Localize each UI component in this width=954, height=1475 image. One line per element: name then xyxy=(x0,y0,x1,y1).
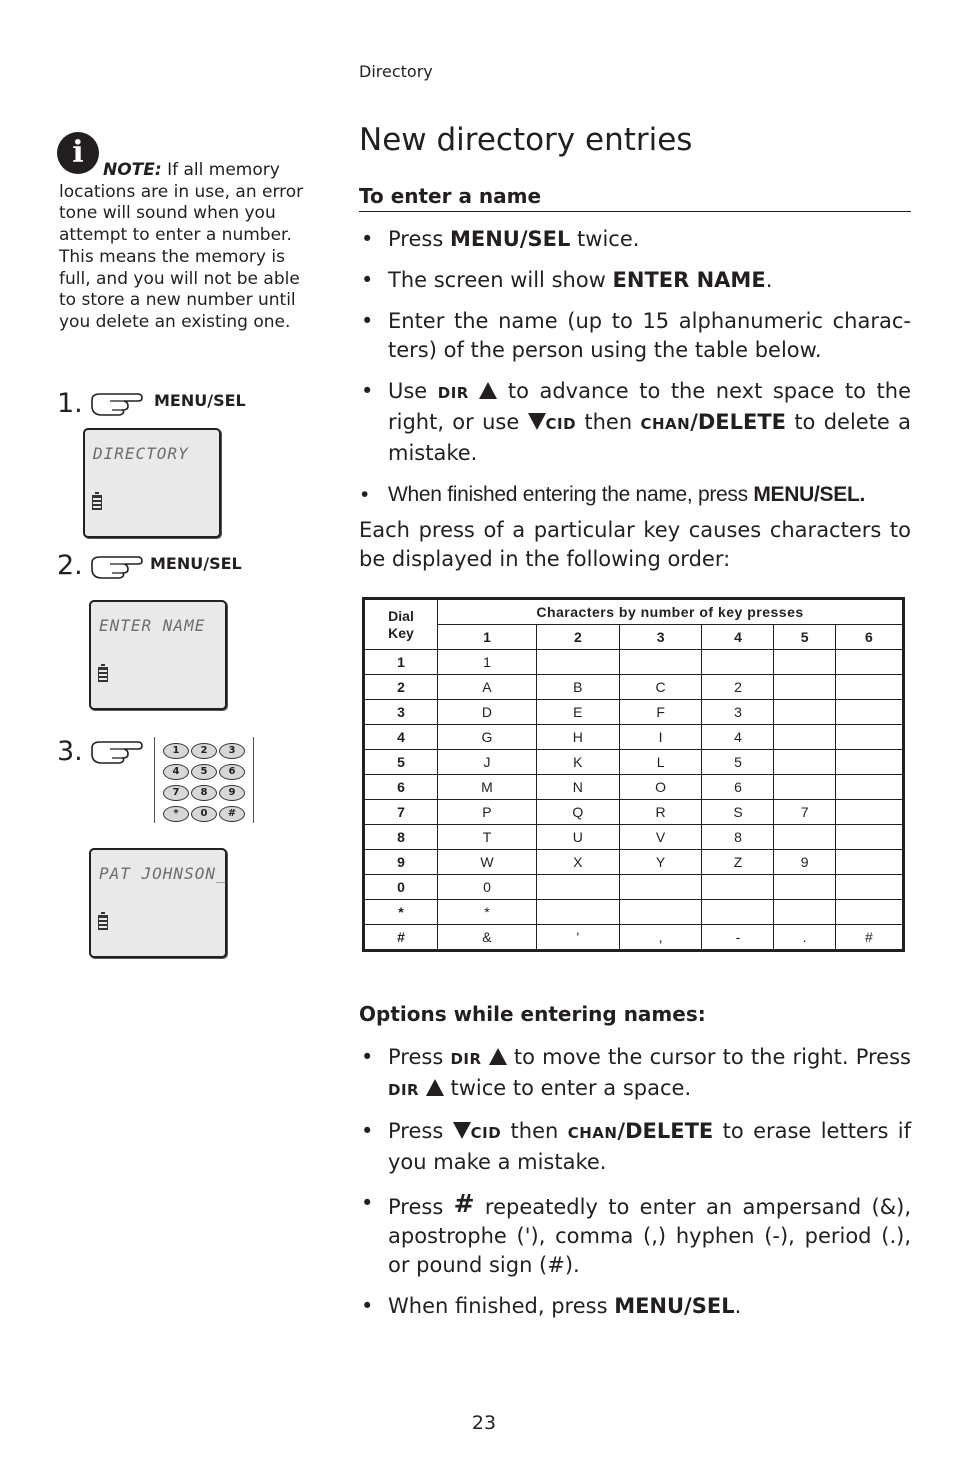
page-number: 23 xyxy=(471,1412,497,1434)
up-arrow-icon xyxy=(479,382,497,399)
keypad-key: 5 xyxy=(191,764,217,780)
character-cell xyxy=(774,825,835,850)
page-title: New directory entries xyxy=(359,122,693,158)
handset-screen xyxy=(89,600,227,710)
list-item: • Press CID then CHAN/DELETE to erase letters if you make a mistake. xyxy=(361,1119,912,1174)
character-cell: W xyxy=(438,850,537,875)
menu-sel-key-label: MENU/SEL xyxy=(150,554,242,573)
character-cell: F xyxy=(619,700,702,725)
down-arrow-icon xyxy=(453,1122,471,1139)
dial-key-cell: 3 xyxy=(364,700,438,725)
pointing-hand-icon xyxy=(90,553,146,581)
character-cell xyxy=(702,875,774,900)
character-cell xyxy=(536,650,619,675)
character-cell xyxy=(702,650,774,675)
running-header: Directory xyxy=(359,62,433,81)
character-cell xyxy=(835,850,903,875)
enter-name-steps xyxy=(359,225,911,521)
keypad-key: 8 xyxy=(191,785,217,801)
dial-key-cell: # xyxy=(364,925,438,951)
column-header: 2 xyxy=(536,625,619,650)
character-cell xyxy=(835,875,903,900)
character-cell xyxy=(619,650,702,675)
keypad-key: 9 xyxy=(219,785,245,801)
up-arrow-icon xyxy=(489,1048,507,1065)
character-cell: L xyxy=(619,750,702,775)
character-cell xyxy=(702,900,774,925)
character-cell: 3 xyxy=(702,700,774,725)
list-item: • The screen will show ENTER NAME. xyxy=(361,268,773,292)
list-item: • When finished entering the name, press MENU/SEL. xyxy=(361,483,866,506)
table-row xyxy=(364,675,904,700)
character-cell xyxy=(774,725,835,750)
step-number: 2. xyxy=(57,550,83,581)
column-header: 1 xyxy=(438,625,537,650)
character-cell: , xyxy=(619,925,702,951)
table-row xyxy=(364,825,904,850)
list-item: • Enter the name (up to 15 alphanumeric charac-ters) of the person using the table below. xyxy=(361,309,911,362)
screen-text: DIRECTORY xyxy=(93,444,189,463)
table-row xyxy=(364,900,904,925)
keypad-key: 6 xyxy=(219,764,245,780)
options-list xyxy=(359,1043,911,1333)
character-cell: . xyxy=(774,925,835,951)
dial-key-cell: 0 xyxy=(364,875,438,900)
handset-keypad xyxy=(154,737,254,823)
character-cell: X xyxy=(536,850,619,875)
keypad-key: * xyxy=(163,806,189,822)
table-group-header: Characters by number of key presses xyxy=(438,599,904,625)
character-cell: Z xyxy=(702,850,774,875)
up-arrow-icon xyxy=(426,1079,444,1096)
step-number: 3. xyxy=(57,736,83,767)
list-item: • When finished, press MENU/SEL. xyxy=(361,1294,742,1318)
list-item: • Press # repeatedly to enter an ampersand (&), apostrophe ('), comma (,) hyphen (-), period (.), or pound sign (#). xyxy=(361,1189,911,1277)
note-text: If all memory locations are in use, an error tone will sound when you attempt to enter a number. This means the memory is full, and you will not be able to store a new number until you delete an existing one. xyxy=(59,160,304,332)
character-cell: N xyxy=(536,775,619,800)
pointing-hand-icon xyxy=(90,738,146,766)
character-cell: * xyxy=(438,900,537,925)
dial-key-cell: 2 xyxy=(364,675,438,700)
character-cell: 0 xyxy=(438,875,537,900)
character-cell: C xyxy=(619,675,702,700)
table-row xyxy=(364,775,904,800)
battery-icon xyxy=(98,915,108,930)
section-heading-options: Options while entering names: xyxy=(359,1002,706,1026)
character-cell: K xyxy=(536,750,619,775)
character-cell xyxy=(835,775,903,800)
character-cell: T xyxy=(438,825,537,850)
keypad-key: 2 xyxy=(191,743,217,759)
pointing-hand-icon xyxy=(90,390,146,418)
character-cell: 2 xyxy=(702,675,774,700)
character-cell: R xyxy=(619,800,702,825)
intro-paragraph: Each press of a particular key causes characters to be displayed in the following order: xyxy=(359,518,911,571)
character-cell: I xyxy=(619,725,702,750)
battery-icon xyxy=(92,495,102,510)
table-row xyxy=(364,925,904,951)
pound-key-icon: # xyxy=(453,1189,475,1218)
column-header: 5 xyxy=(774,625,835,650)
character-cell: M xyxy=(438,775,537,800)
screen-text: PAT JOHNSON_ xyxy=(99,864,227,883)
keypad-key: # xyxy=(219,806,245,822)
character-cell xyxy=(536,875,619,900)
character-cell: D xyxy=(438,700,537,725)
keypad-key: 7 xyxy=(163,785,189,801)
character-cell: Y xyxy=(619,850,702,875)
keypad-key: 1 xyxy=(163,743,189,759)
character-cell: P xyxy=(438,800,537,825)
battery-icon xyxy=(98,667,108,682)
table-row xyxy=(364,700,904,725)
character-cell xyxy=(835,650,903,675)
keypad-key: 3 xyxy=(219,743,245,759)
character-cell: 4 xyxy=(702,725,774,750)
column-header: 4 xyxy=(702,625,774,650)
note-label: NOTE: xyxy=(103,160,162,180)
table-row xyxy=(364,750,904,775)
character-cell xyxy=(835,900,903,925)
character-cell xyxy=(835,725,903,750)
table-corner-header: Dial Key xyxy=(364,599,438,650)
character-cell: ' xyxy=(536,925,619,951)
character-cell xyxy=(835,825,903,850)
character-cell: - xyxy=(702,925,774,951)
dial-key-cell: * xyxy=(364,900,438,925)
list-item: • Use DIR to advance to the next space to the right, or use CID then CHAN/DELETE to delete a mistake. xyxy=(361,379,912,465)
note xyxy=(59,160,314,334)
keypad-key: 0 xyxy=(191,806,217,822)
character-cell: V xyxy=(619,825,702,850)
character-cell xyxy=(774,650,835,675)
character-cell: U xyxy=(536,825,619,850)
character-cell: B xyxy=(536,675,619,700)
section-heading-enter-name: To enter a name xyxy=(359,184,911,212)
character-cell: 5 xyxy=(702,750,774,775)
character-cell: 1 xyxy=(438,650,537,675)
character-table xyxy=(362,597,905,952)
list-item: • Press DIR to move the cursor to the right. Press DIR twice to enter a space. xyxy=(361,1045,911,1100)
character-cell: O xyxy=(619,775,702,800)
character-cell xyxy=(835,800,903,825)
table-row xyxy=(364,850,904,875)
down-arrow-icon xyxy=(528,413,546,430)
character-cell xyxy=(774,875,835,900)
character-cell: E xyxy=(536,700,619,725)
character-cell xyxy=(774,700,835,725)
character-cell: H xyxy=(536,725,619,750)
column-header: 3 xyxy=(619,625,702,650)
character-cell: J xyxy=(438,750,537,775)
handset-screen xyxy=(83,428,221,538)
character-cell: 9 xyxy=(774,850,835,875)
character-cell: A xyxy=(438,675,537,700)
character-cell: Q xyxy=(536,800,619,825)
dial-key-cell: 8 xyxy=(364,825,438,850)
screen-text: ENTER NAME xyxy=(99,616,206,635)
dial-key-cell: 9 xyxy=(364,850,438,875)
keypad-key: 4 xyxy=(163,764,189,780)
table-row xyxy=(364,650,904,675)
character-cell xyxy=(774,675,835,700)
character-cell xyxy=(835,675,903,700)
character-cell xyxy=(774,900,835,925)
character-cell xyxy=(619,900,702,925)
character-cell xyxy=(774,775,835,800)
table-row xyxy=(364,875,904,900)
step-number: 1. xyxy=(57,388,83,419)
character-cell: 8 xyxy=(702,825,774,850)
list-item: • Press MENU/SEL twice. xyxy=(361,227,640,251)
character-cell: 7 xyxy=(774,800,835,825)
dial-key-cell: 6 xyxy=(364,775,438,800)
character-cell: G xyxy=(438,725,537,750)
character-cell xyxy=(835,700,903,725)
character-cell xyxy=(619,875,702,900)
column-header: 6 xyxy=(835,625,903,650)
character-cell: & xyxy=(438,925,537,951)
dial-key-cell: 1 xyxy=(364,650,438,675)
dial-key-cell: 7 xyxy=(364,800,438,825)
character-cell xyxy=(835,750,903,775)
character-cell: 6 xyxy=(702,775,774,800)
dial-key-cell: 4 xyxy=(364,725,438,750)
character-cell xyxy=(536,900,619,925)
handset-screen xyxy=(89,848,227,958)
menu-sel-key-label: MENU/SEL xyxy=(154,391,246,410)
table-row xyxy=(364,725,904,750)
character-cell: S xyxy=(702,800,774,825)
character-cell: # xyxy=(835,925,903,951)
table-row xyxy=(364,800,904,825)
info-icon: i xyxy=(57,132,99,174)
character-cell xyxy=(774,750,835,775)
dial-key-cell: 5 xyxy=(364,750,438,775)
